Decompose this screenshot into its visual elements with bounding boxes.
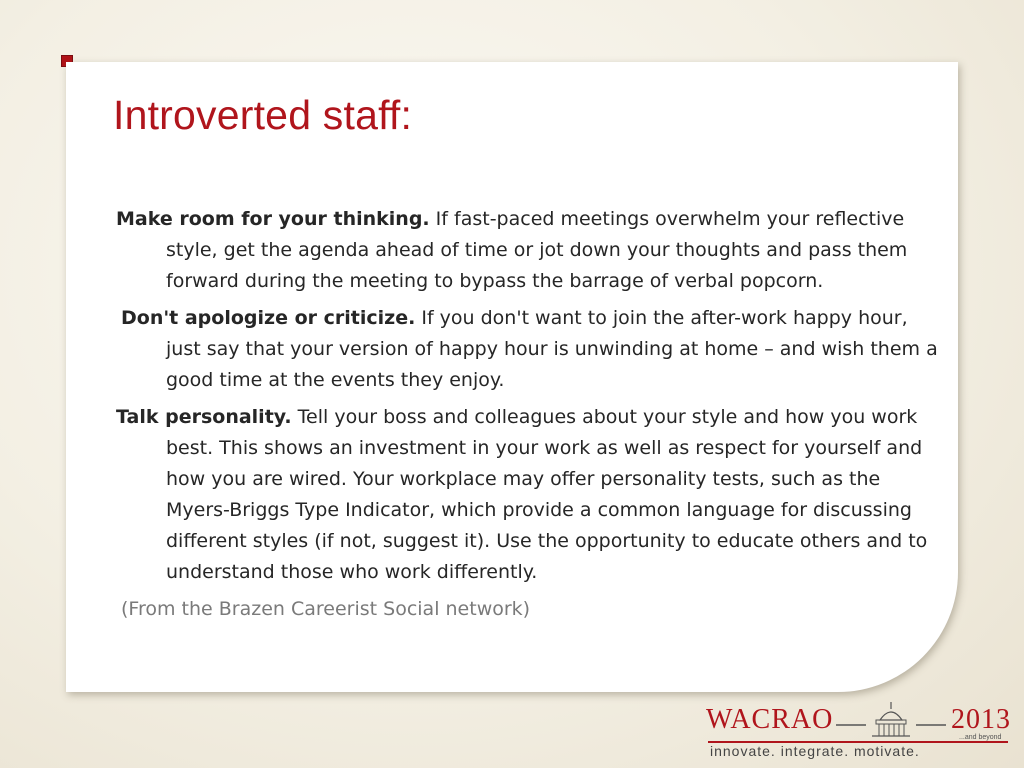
paragraph-text: If you don't want to join the after-work happy hour, just say that your version of happy hour is unwinding at home – and wish them a good time at the events they enjoy. [166,307,938,391]
logo-subtitle: ...and beyond [959,734,1002,741]
paragraph-thinking [116,204,946,297]
paragraph-text: Tell your boss and colleagues about your style and how you work best. This shows an investment in your work as well as respect for yourself and how you are wired. Your workplace may offer personality tests, such as the Myers-Briggs Type Indicator, which provide a common language for discussing different styles (if not, suggest it). Use the opportunity to educate others and to understand those who work differently. [166,406,928,583]
wacrao-logo [706,700,1012,762]
slide-title: Introverted staff: [113,92,413,138]
paragraph-text: If fast-paced meetings overwhelm your reflective style, get the agenda ahead of time or jot down your thoughts and pass them forward during the meeting to bypass the barrage of verbal popcorn. [166,208,908,292]
logo-name: WACRAO [706,704,834,735]
paragraph-lead: Don't apologize or criticize. [121,307,416,329]
source-citation: (From the Brazen Careerist Social network) [121,598,531,620]
slide-body [116,204,946,625]
paragraph-personality [116,402,946,588]
logo-year: 2013 [951,704,1011,735]
capitol-dome-icon [836,700,946,740]
paragraph-lead: Make room for your thinking. [116,208,430,230]
paragraph-apologize [116,303,946,396]
logo-tagline: innovate. integrate. motivate. [710,743,920,759]
paragraph-lead: Talk personality. [116,406,292,428]
